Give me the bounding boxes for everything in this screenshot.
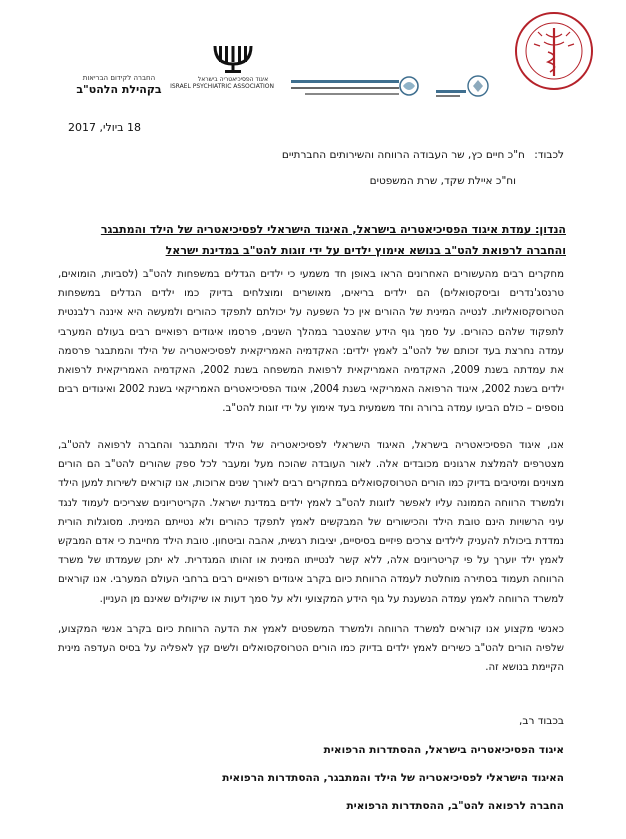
lgbt-society-line1: החברה לקידום הבריאות (82, 74, 156, 82)
paragraph-1: מחקרים רבים מהעשורים האחרונים הראו באופן חד משמעי כי ילדים הגדלים במשפחות להט"ב (לסביות, הומואים, טרנסג'נדרים וביסקסואלים) הם ילדים בריאים, מאושרים ומוצלחים בדיוק כמו ילדים הגדלים במשפחות הטרוסקסואליות. לנטייה המינית של ההורים אין כל השפעה על יכולתם לתפקד כהורים ולמעשה היא איננה רלבנטית לתפקוד שלהם כהורים. על סמך גוף הידע שהצטבר במהלך השנים, פרסמו איגודים רפואיים רבים בעולם המערבי עמדה נחרצת בעד זכותם של להט"ב לאמץ ילדים: האקדמיה האמריקאית לפסיכיאטריה של הילד והמתבגר פרסמה את עמדתה בשנת 2009, האקדמיה האמריקאית לרפואת המשפחה בשנת 2002, האקדמיה האמריקאית לרפואת ילדים בשנת 2002, איגוד הרפואה האמריקאי בשנת 2004, איגוד הפסיכיאטרים האמריקאי בשנת 2002 ואיגודים רבים נוספים – כולם הביעו עמדה ברורה וחד משמעית בעד אימוץ על ידי זוגות להט"ב. (58, 269, 565, 415)
recipients-block (44, 148, 564, 200)
paragraph-3: כאנשי מקצוע אנו קוראים למשרד הרווחה ולמשרד המשפטים לאמץ את הדעה הרווחת כיום בקרב אנשי המקצוע, שלפיה הורים להט"ב כשירים לאמץ ילדים בדיוק כמו הורים הטרוסקסואלים ולשים קץ לאפליה על בסיס העדפה מינית הקיימת בנושא זה. (58, 624, 564, 674)
recipient-line-2 (44, 174, 564, 200)
medical-seal-icon (512, 6, 596, 96)
child-adolescent-icon (285, 72, 425, 102)
signature-ipa: איגוד הפסיכיאטריה בישראל, ההסתדרות הרפואית (323, 744, 564, 756)
closing-block (58, 712, 564, 820)
recipient-line-1 (44, 148, 564, 174)
recipient-1: ח"כ חיים כץ, שר העבודה הרווחה והשירותים החברתיים (281, 149, 525, 161)
lgbt-society-line2: בקהילת הלהט"ב (76, 83, 162, 96)
subject-line-2: והחברה לרפואת להט"ב בנושא אימוץ ילדים על ידי זוגות להט"ב במדינת ישראל (165, 244, 566, 257)
recipient-2: וח"כ איילת שקד, שרת המשפטים (369, 175, 516, 187)
subject-line-1: הנדון: עמדת איגוד הפסיכיאטריה בישראל, האיגוד הישראלי לפסיכיאטריה של הילד והמתבגר (100, 223, 566, 236)
letter-subject (56, 219, 566, 261)
emblem-icon (430, 72, 494, 102)
menorah-icon (213, 40, 253, 76)
signature-lgbt-health: החברה לרפואה להט"ב, ההסתדרות הרפואית (346, 800, 564, 812)
closing-regards: בכבוד רב, (519, 715, 564, 727)
ipa-english-name: ISRAEL PSYCHIATRIC ASSOCIATION (170, 83, 274, 90)
ipa-logo (170, 40, 274, 98)
medical-association-logo (512, 6, 596, 96)
recipients-label: לכבוד: (534, 149, 564, 161)
ipa-hebrew-name: איגוד הפסיכיאטריה בישראל (197, 76, 269, 83)
psychiatric-association-emblem (430, 72, 494, 102)
child-adolescent-association-logo (285, 72, 425, 102)
signature-child-adolescent: האיגוד הישראלי לפסיכיאטריה של הילד והמתבגר, ההסתדרות הרפואית (222, 772, 564, 784)
paragraph-2: אנו, איגוד הפסיכיאטריה בישראל, האיגוד הישראלי לפסיכיאטריה של הילד והמתבגר והחברה לרפואה להט"ב, מצטרפים להמלצת ארגונים מכובדים אלה. לאור העובדה שהוכח מעל ומעבר לכל ספק שהורים להט"ב הם הורים מצוינים ומיטיבים בדיוק כמו הורים הטרוסקסואלים במחקרים רבים לאורך שנים ארוכות, אנו קוראים לשירות למען הילד ולמשרד הרווחה הממונה עליו לאפשר לזוגות להט"ב לאמץ ילדים במדינת ישראל. הקריטריונים שצריכים לעמוד לנגד עיני הרשויות הינם טובת הילד והכישורים של המבקשים לאמץ לתפקד כהורים ולא נטייתם המינית. מסוגלות הורית נמדדת ביכולת להעניק לילדים צרכים פיזיים בסיסיים, יציבות רגשית, אהבה וביטחון. טובת הילד מחייבת כי אדם המבקש לאמץ ילד יוערך על פי קריטריונים אלה, ללא קשר לנטייתו המינית או זהותו המגדרית. לא יתכן שעמדתו של משרד הרווחה תעמוד בסתירה מוחלטת לעמדה הרווחת כיום בקרב איגודים רפואיים רבים ברחבי העולם המערבי. אנו קוראים למשרד הרווחה לאמץ עמדה הנשענת על גוף הידע המקצועי ולא על סמך דעות או שיקולים שאינם מן העניין. (58, 440, 564, 605)
letter-date: 18 ביולי, 2017 (68, 121, 142, 134)
lgbt-health-society-logo (60, 73, 178, 103)
